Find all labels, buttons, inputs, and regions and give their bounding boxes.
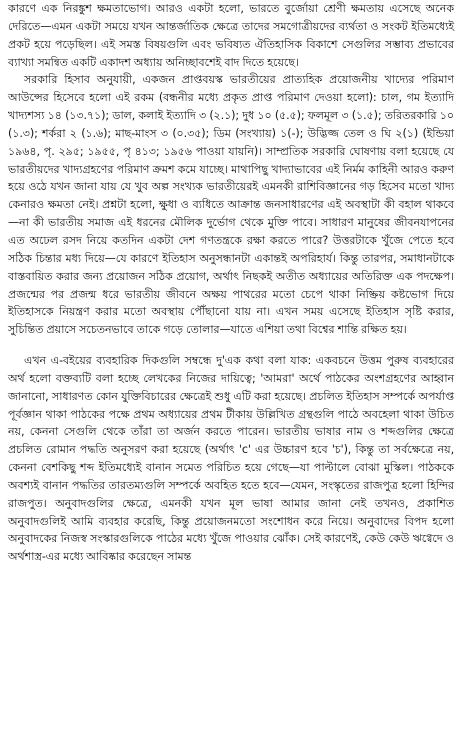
paragraph-2-text: সরকারি হিসাব অনুযায়ী, একজন প্রাপ্তবয়স্ক ভারতীয়ের প্রাত্যহিক প্রয়োজনীয় খাদ্যের পরিমাণ আউন্সের হিসেবে হলো এই রকম (বন্ধনীর মধ্যে প্রকৃত প্রাপ্ত পরিমাণ দেওয়া হলো): চাল, গম ইত্যাদি খাদ্যশস্য ১৪ (১৩.৭১); ডাল, কলাই ইত্যাদি ৩ (২.১); দুধ ১০ (৫.৫); ফলমূল ৩ (১.৫); তরিতরকারি ১০ (১.৩); শর্করা ২ (১.৬); মাছ-মাংস ৩ (০.৩৫); ডিম (সংখ্যায়) ১(-); উদ্ভিজ্জ তেল ও ঘি ২(১) (ইন্ডিয়া ১৯৬৪, পৃ. ২৯৫; ১৯৫৫, পৃ ৪১৩; ১৯৫৬ পাওয়া যায়নি)। সাম্প্রতিক সরকারি ঘোষণায় বলা হয়েছে যে ভারতীয়দের খাদ্যগ্রহণের পরিমাণ ক্রমশ কমে যাচ্ছে। মাথাপিছু খাদ্যাভাবের এই নির্মম কাহিনী আরও করুণ হয়ে ওঠে যখন জানা যায় যে খুব অল্প সংখ্যক ভারতীয়েরই এমনকী রাশিবিজ্ঞানের গড় হিসেব মতো খাদ্য কেনারও ক্ষমতা নেই। প্রশ্নটা হলো, ক্ষুধা ও ব্যধিতে আক্রান্ত জনসাধারণের এই অবস্থাটা কী বহাল থাকবে—না কী ভারতীয় সমাজ এই ধরনের মৌলিক দুর্ভোগ থেকে মুক্তি পাবে। সাধারণ মানুষের জীবনযাপনের এত অঢেল রসদ নিয়ে কতদিন একটা দেশ গণতন্ত্রকে রক্ষা করতে পারে? উত্তরটাকে খুঁজে পেতে হবে সঠিক চিন্তার মধ্য দিয়ে—যে কারণে ইতিহাস অনুসন্ধানটা একান্তই অপরিহার্য। কিন্তু তারপর, সমাধানটাকে বাস্তবায়িত করার জন্য প্রয়োজন সঠিক প্রয়োগ, অর্থাৎ নিছকই অতীত অধ্যায়ের অতিরিক্ত এক পদক্ষেপ। প্রজন্মের পর প্রজন্ম ধরে ভারতীয় জীবনে অক্ষয় পাথরের মতো চেপে থাকা নিষ্ক্রিয় কষ্টভোগ দিয়ে ইতিহাসকে নিয়ন্ত্রণ করার মতো অবস্থায় পৌঁছানো যায় না। এখন সময় এসেছে ইতিহাস সৃষ্টি করার, সুচিন্তিত প্রয়াসে সচেতনভাবে তাকে গড়ে তোলার—যাতে এশিয়া তথা বিশ্বের শান্তি রক্ষিত হয়। (8, 73, 454, 337)
paragraph-2 (8, 71, 454, 339)
paragraph-3 (8, 352, 454, 566)
paragraph-3-text: এখন এ-বইয়ের ব্যবহারিক দিকগুলি সম্বন্ধে দু'এক কথা বলা যাক: একবচনে উত্তম পুরুষ ব্যবহারের অর্থ হলো বক্তব্যটি বলা হচ্ছে লেখকের নিজের দায়িত্বে; 'আমরা' অর্থে পাঠকের অংশগ্রহণের আহ্বান জানানো, সাধারণত কোন যুক্তিবিচারের ক্ষেত্রেই শুধু এটি করা হয়েছে। প্রচলিত ইতিহাস সম্পর্কে অপর্যাপ্ত পূর্বজ্ঞান থাকা পাঠকের পক্ষে প্রথম অধ্যায়ের প্রথম টীকায় উল্লিখিত গ্রন্থগুলি পাঠে অবহেলা থাকা উচিত নয়, কেননা সেগুলি থেকে তাঁরা তা অর্জন করতে পারেন। ভারতীয় ভাষার নাম ও শব্দগুলির ক্ষেত্রে প্রচলিত রোমান পদ্ধতি অনুসরণ করা হয়েছে (অর্থাৎ 'c' এর উচ্চারণ হবে 'চ'), কিন্তু তা সর্বক্ষেত্রে নয়, কেননা বেশকিছু শব্দ ইতিমধ্যেই বানান সমেত পরিচিত হয়ে গেছে—যা পাল্টালে বোঝা মুস্কিল। পাঠককে অবশ্যই বানান পদ্ধতির তারতম্যগুলি সম্পর্কে অবহিত হতে হবে—যেমন, সংস্কৃতের রাজপুত্র হলো হিন্দির রাজপুত। অনুবাদগুলির ক্ষেত্রে, এমনকী যখন মূল ভাষা আমার জানা নেই তখনও, প্রকাশিত অনুবাদগুলিই আমি ব্যবহার করেছি, কিন্তু প্রয়োজনমতো সংশোধন করে নিয়ে। অনুবাদের বিপদ হলো অনুবাদকের নিজস্ব সংস্কারগুলিকে পাঠের মধ্যে খুঁজে পাওয়ার ঝোঁক। সেই কারণেই, কেউ কেউ ঋগ্বেদে ও অর্থশাস্ত্র-এর মধ্যে আবিষ্কার করেছেন সামন্ত (8, 354, 454, 564)
paragraph-1: কারণে এক নিরঙ্কুশ ক্ষমতাভোগ। আরও একটা হলো, ভারতে বুর্জোয়া শ্রেণী ক্ষমতায় এসেছে অনেক দেরিতে—এমন একটা সময়ে যখন আন্তর্জাতিক ক্ষেত্রে তাদের সমগোত্রীয়দের ব্যর্থতা ও সংকট ইতিমধ্যেই প্রকট হয়ে পড়েছিল। এই সমস্ত বিষয়গুলি এবং ভবিষ্যত ঐতিহাসিক বিকাশে সেগুলির সম্ভাব্য প্রভাবের ব্যাখ্যা সমন্বিত একটি একাদশ অধ্যায় অনিচ্ছাবশেই বাদ দিতে হয়েছে। (8, 2, 454, 69)
paragraph-gap (8, 339, 454, 352)
